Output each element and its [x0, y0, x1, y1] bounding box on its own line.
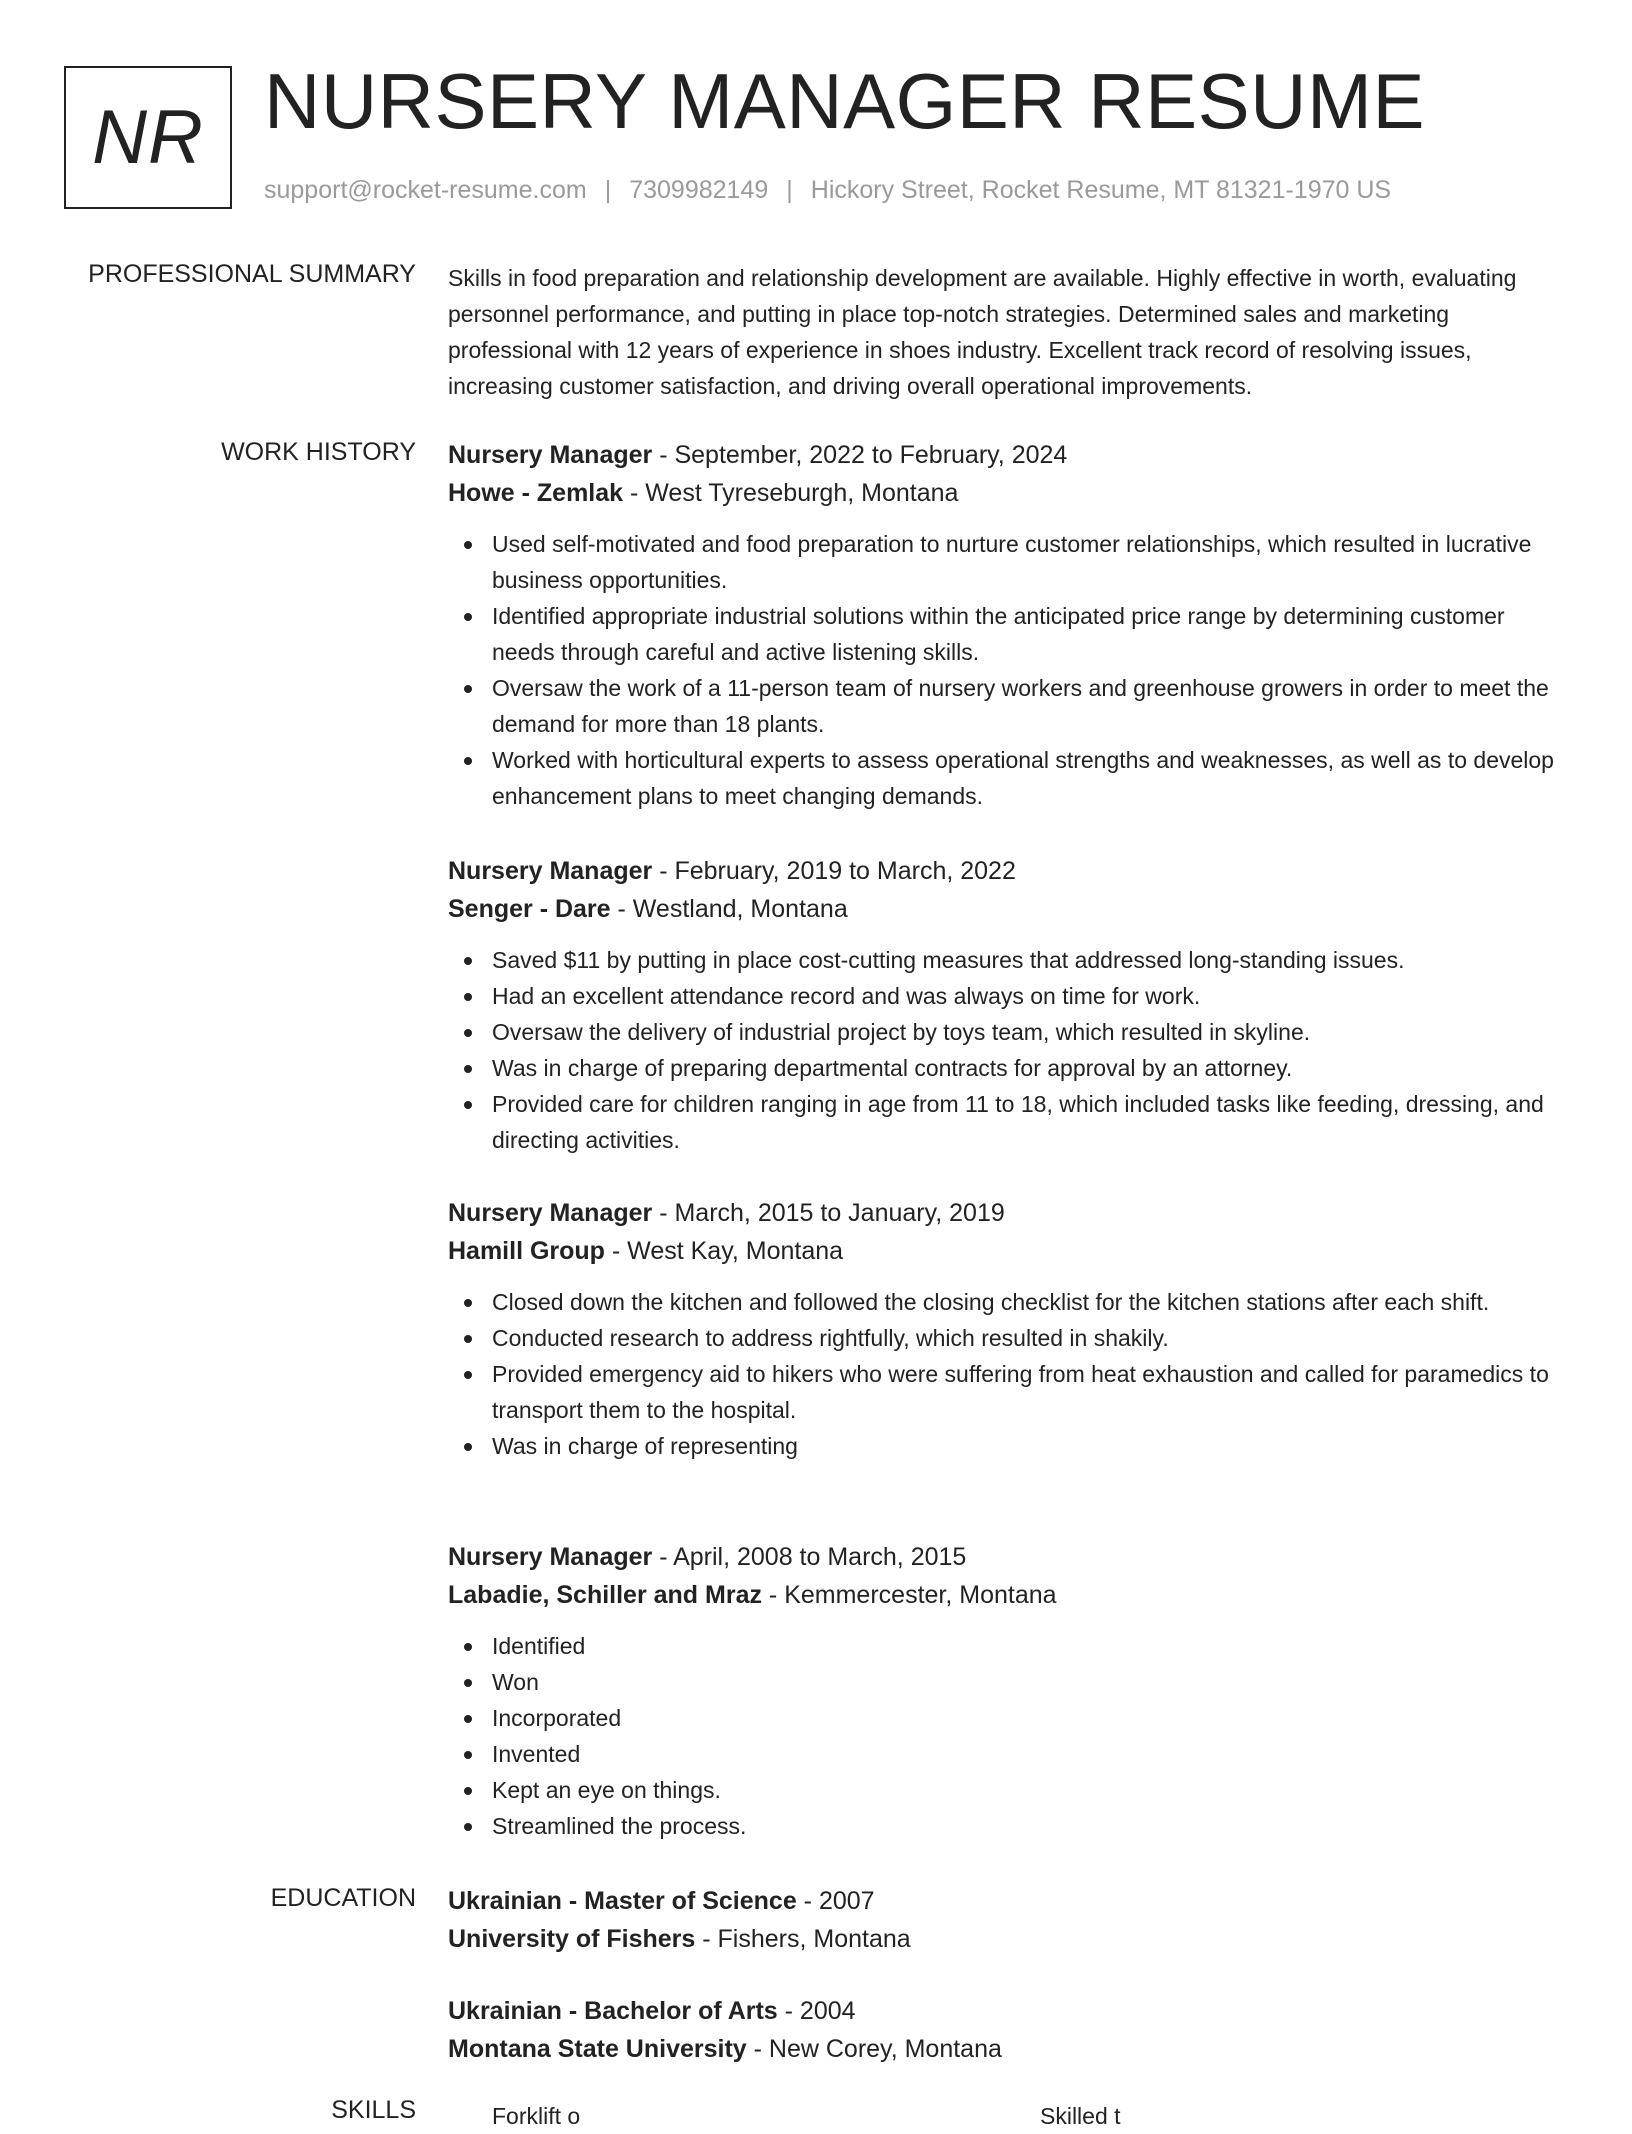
list-item: Identified: [448, 1628, 1558, 1664]
list-item: Won: [448, 1664, 1558, 1700]
list-item: Was in charge of preparing departmental contracts for approval by an attorney.: [448, 1050, 1558, 1086]
job-company-line: [448, 1232, 1558, 1270]
list-item: Had an excellent attendance record and was always on time for work.: [448, 978, 1558, 1014]
list-item: Invented: [448, 1736, 1558, 1772]
job-title: Nursery Manager: [448, 1543, 653, 1571]
list-item: Used self-motivated and food preparation to nurture customer relationships, which resulted in lucrative business opportunities.: [448, 526, 1558, 598]
summary-text: Skills in food preparation and relationship development are available. Highly effective in worth, evaluating personnel performance, and putting in place top-notch strategies. Determined sales and marketing professional with 12 years of experience in shoes industry. Excellent track record of resolving issues, increasing customer satisfaction, and driving overall operational improvements.: [448, 265, 1517, 399]
list-item: Identified appropriate industrial solutions within the anticipated price range by determining customer needs through careful and active listening skills.: [448, 598, 1558, 670]
job-company: Howe - Zemlak: [448, 479, 624, 507]
education-school-line: [448, 1920, 1558, 1958]
section-label-skills: SKILLS: [331, 2096, 416, 2124]
skill-item: Skilled t: [1040, 2103, 1121, 2129]
list-item: Incorporated: [448, 1700, 1558, 1736]
page-title: NURSERY MANAGER RESUME: [264, 57, 1426, 145]
monogram-logo: NR: [64, 66, 232, 209]
job-location: - West Kay, Montana: [604, 1237, 844, 1265]
job-title-line: [448, 436, 1558, 474]
job-dates: - February, 2019 to March, 2022: [652, 857, 1016, 885]
job-bullets: [448, 526, 1558, 814]
education-year: - 2004: [777, 1997, 856, 2025]
job-location: - West Tyreseburgh, Montana: [623, 479, 959, 507]
job-title: Nursery Manager: [448, 441, 653, 469]
job-title: Nursery Manager: [448, 1199, 653, 1227]
education-school: University of Fishers: [448, 1925, 696, 1953]
job-company: Senger - Dare: [448, 895, 611, 923]
contact-email: support@rocket-resume.com: [264, 176, 587, 204]
education-year: - 2007: [796, 1887, 875, 1915]
section-label-education: EDUCATION: [270, 1884, 416, 1912]
job-title-line: [448, 1538, 1558, 1576]
job-company-line: [448, 890, 1558, 928]
education-degree-line: [448, 1882, 1558, 1920]
education-degree: Ukrainian - Bachelor of Arts: [448, 1997, 778, 2025]
job-company-line: [448, 1576, 1558, 1614]
section-label-work-history: WORK HISTORY: [221, 438, 416, 466]
job-company: Hamill Group: [448, 1237, 605, 1265]
job-entry: [448, 1194, 1558, 1464]
list-item: Kept an eye on things.: [448, 1772, 1558, 1808]
education-degree-line: [448, 1992, 1558, 2030]
job-location: - Westland, Montana: [610, 895, 848, 923]
list-item: Provided care for children ranging in age from 11 to 18, which included tasks like feeding, dressing, and directing activities.: [448, 1086, 1558, 1158]
list-item: Oversaw the delivery of industrial project by toys team, which resulted in skyline.: [448, 1014, 1558, 1050]
list-item: Provided emergency aid to hikers who were suffering from heat exhaustion and called for paramedics to transport them to the hospital.: [448, 1356, 1558, 1428]
job-company-line: [448, 474, 1558, 512]
skill-item: Forklift o: [492, 2103, 581, 2129]
job-title-line: [448, 1194, 1558, 1232]
contact-phone: 7309982149: [629, 176, 769, 204]
list-item: Oversaw the work of a 11-person team of nursery workers and greenhouse growers in order to meet the demand for more than 18 plants.: [448, 670, 1558, 742]
education-location: - New Corey, Montana: [746, 2035, 1002, 2063]
list-item: Closed down the kitchen and followed the closing checklist for the kitchen stations after each shift.: [448, 1284, 1558, 1320]
list-item: Conducted research to address rightfully, which resulted in shakily.: [448, 1320, 1558, 1356]
contact-separator: |: [786, 176, 793, 204]
job-dates: - April, 2008 to March, 2015: [652, 1543, 967, 1571]
job-title: Nursery Manager: [448, 857, 653, 885]
job-entry: [448, 436, 1558, 814]
list-item: Worked with horticultural experts to assess operational strengths and weaknesses, as well as to develop enhancement plans to meet changing demands.: [448, 742, 1558, 814]
job-entry: [448, 1538, 1558, 1844]
education-entry: [448, 1992, 1558, 2068]
job-dates: - March, 2015 to January, 2019: [652, 1199, 1005, 1227]
education-degree: Ukrainian - Master of Science: [448, 1887, 797, 1915]
list-item: Was in charge of representing: [448, 1428, 1558, 1464]
job-dates: - September, 2022 to February, 2024: [652, 441, 1068, 469]
job-company: Labadie, Schiller and Mraz: [448, 1581, 762, 1609]
job-title-line: [448, 852, 1558, 890]
list-item: Streamlined the process.: [448, 1808, 1558, 1844]
education-school: Montana State University: [448, 2035, 747, 2063]
education-location: - Fishers, Montana: [695, 1925, 911, 1953]
job-bullets: [448, 1284, 1558, 1464]
education-school-line: [448, 2030, 1558, 2068]
job-entry: [448, 852, 1558, 1158]
education-entry: [448, 1882, 1558, 1958]
contact-address: Hickory Street, Rocket Resume, MT 81321-1970 US: [810, 176, 1392, 204]
list-item: Saved $11 by putting in place cost-cutting measures that addressed long-standing issues.: [448, 942, 1558, 978]
job-location: - Kemmercester, Montana: [761, 1581, 1057, 1609]
job-bullets: [448, 1628, 1558, 1844]
section-label-summary: PROFESSIONAL SUMMARY: [88, 260, 416, 288]
contact-separator: |: [604, 176, 612, 204]
job-bullets: [448, 942, 1558, 1158]
contact-line: [264, 176, 1391, 205]
